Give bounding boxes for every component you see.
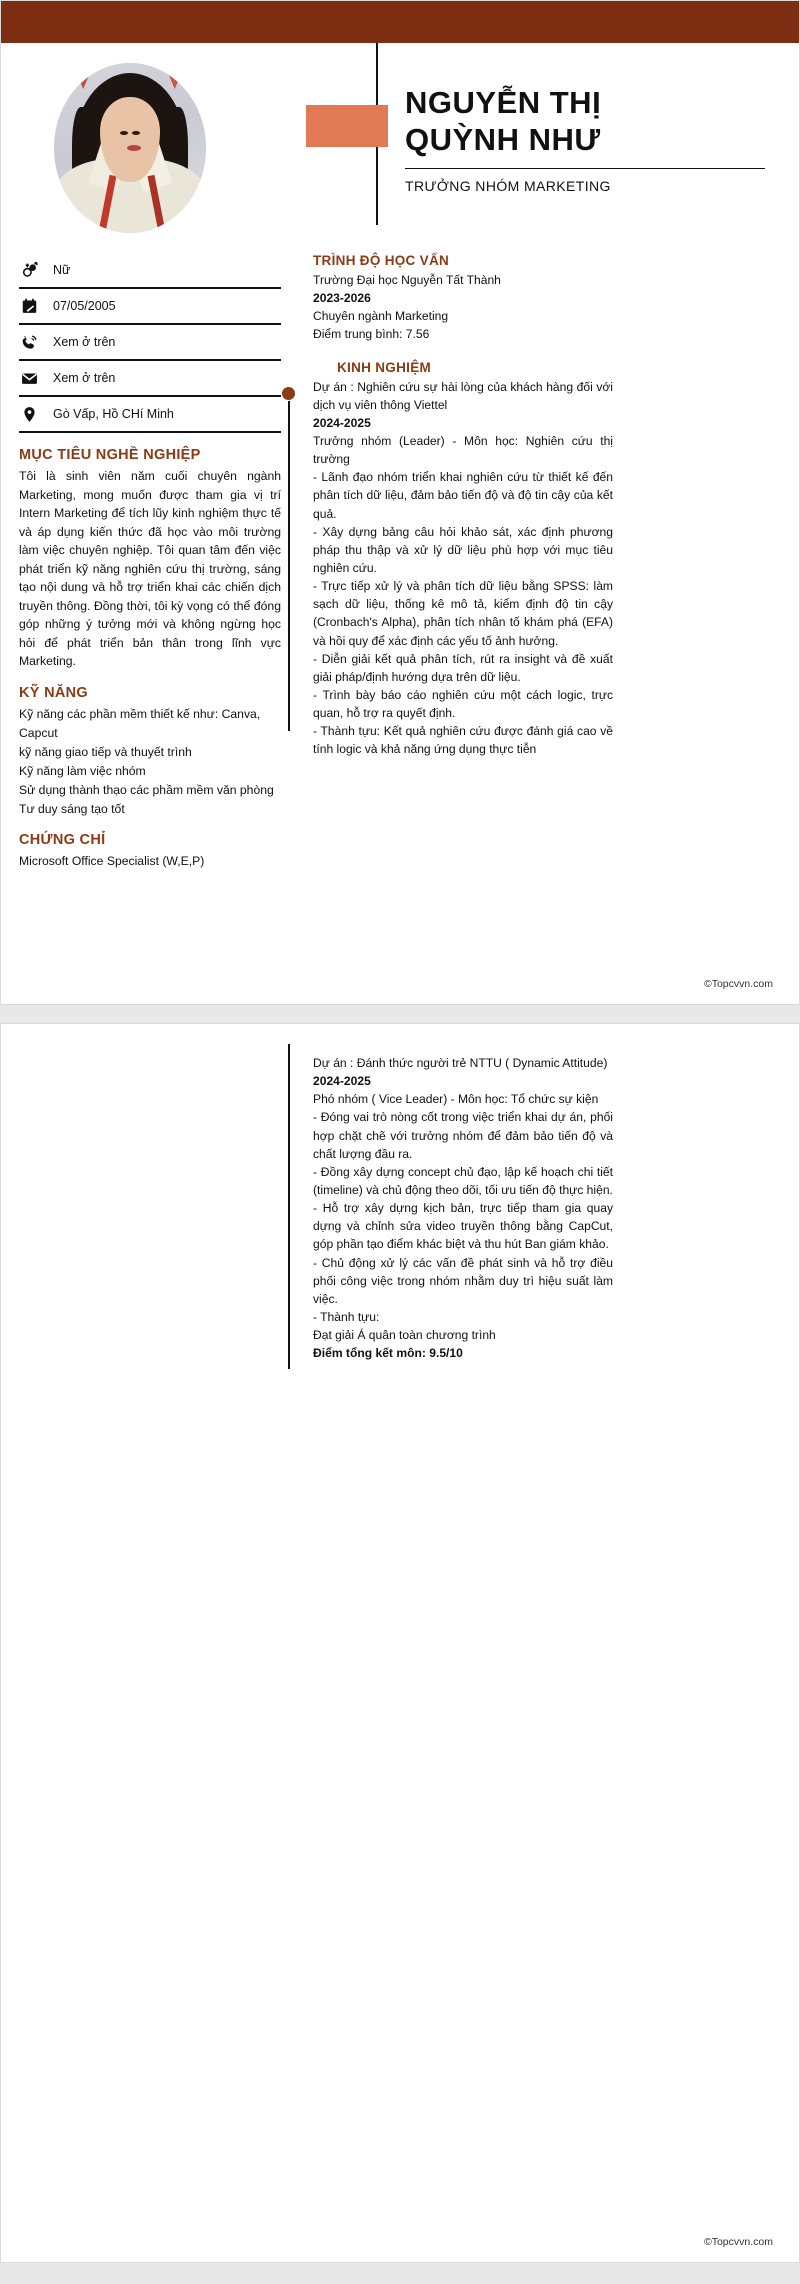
header-color-band <box>1 1 799 43</box>
experience-period: 2024-2025 <box>313 1074 371 1089</box>
job-title: TRƯỞNG NHÓM MARKETING <box>405 178 611 195</box>
experience-role: Phó nhóm ( Vice Leader) - Môn học: Tổ chức sự kiện <box>313 1092 599 1107</box>
contact-value-phone: Xem ở trên <box>53 335 116 349</box>
location-pin-icon <box>19 406 53 423</box>
cv-page-1 <box>0 0 800 1005</box>
section-title-objective: MỤC TIÊU NGHỀ NGHIỆP <box>19 447 201 463</box>
objective-text: Tôi là sinh viên năm cuối chuyên ngành Marketing, mong muốn được tham gia vị trí Intern Marketing để tích lũy kinh nghiệm thực tế và áp dụng kiến thức đã học vào môi trường làm việc chuyên nghiệp. Tôi quan tâm đến việc phát triển kỹ năng nghiên cứu thị trường, sáng tạo nội dung và hỗ trợ triển khai các chiến dịch truyền thông. Đồng thời, tôi kỳ vọng có thể đóng góp những ý tưởng mới và không ngừng học hỏi để phát triển bản thân trong lĩnh vực Marketing. <box>19 469 281 669</box>
contact-value-email: Xem ở trên <box>53 371 116 385</box>
section-title-experience: KINH NGHIỆM <box>337 359 432 375</box>
contact-row-birthdate <box>19 289 281 325</box>
candidate-name-line-2: QUỲNH NHƯ <box>405 121 601 157</box>
education-period: 2023-2026 <box>313 291 371 306</box>
experience-detail: - Đồng xây dựng concept chủ đạo, lập kế hoạch chi tiết (timeline) và chủ động theo dõi, tối ưu tiến độ thực hiện. <box>313 1164 613 1197</box>
experience-detail: - Thành tựu: <box>313 1309 380 1324</box>
certificate-item: Microsoft Office Specialist (W,E,P) <box>19 854 205 869</box>
experience-detail: - Hỗ trợ xây dựng kịch bản, trực tiếp tham gia quay dựng và chỉnh sửa video truyền thông bằng CapCut, góp phần tạo điểm khác biệt và thu hút Ban giám khảo. <box>313 1201 613 1252</box>
skill-item: Kỹ năng các phần mềm thiết kế như: Canva, Capcut <box>19 707 261 740</box>
cv-page-2 <box>0 1023 800 2263</box>
contact-value-gender: Nữ <box>53 263 71 277</box>
experience-detail: - Trình bày báo cáo nghiên cứu một cách logic, trực quan, hỗ trợ ra quyết định. <box>313 687 613 721</box>
footer-credit: ©Topcvvn.com <box>703 978 773 990</box>
section-title-skills: KỸ NĂNG <box>19 685 88 702</box>
skill-item: Sử dụng thành thạo các phầm mềm văn phòng <box>19 782 274 797</box>
right-column <box>313 253 613 759</box>
contact-row-phone <box>19 325 281 361</box>
phone-icon <box>19 334 53 351</box>
name-block <box>405 85 775 194</box>
contact-row-location <box>19 397 281 433</box>
experience-entry <box>313 378 613 759</box>
experience-period: 2024-2025 <box>313 415 371 430</box>
footer-credit: ©Topcvvn.com <box>703 2236 773 2248</box>
skill-item: kỹ năng giao tiếp và thuyết trình <box>19 744 192 759</box>
experience-timeline-dot <box>282 387 295 400</box>
accent-rectangle <box>306 105 388 147</box>
experience-project: Dự án : Nghiên cứu sự hài lòng của khách hàng đối với dịch vụ viên thông Viettel <box>313 379 613 412</box>
contact-value-location: Gò Vấp, Hồ CHí Minh <box>53 407 174 421</box>
contact-row-email <box>19 361 281 397</box>
education-gpa: Điểm trung bình: 7.56 <box>313 327 430 342</box>
right-column-page2 <box>313 1054 613 1362</box>
experience-achievement: Đạt giải Á quân toàn chương trình <box>313 1328 496 1343</box>
contact-value-birthdate: 07/05/2005 <box>53 299 116 313</box>
experience-final-score: Điểm tổng kết môn: 9.5/10 <box>313 1346 463 1361</box>
page-gap <box>0 1005 800 1023</box>
experience-role: Trưởng nhóm (Leader) - Môn học: Nghiên cứu thị trường <box>313 433 613 467</box>
skill-item: Kỹ năng làm việc nhóm <box>19 763 146 778</box>
experience-detail: - Diễn giải kết quả phân tích, rút ra insight và đề xuất giải pháp/định hướng dựa trên dữ liệu. <box>313 651 613 684</box>
section-title-certificates: CHỨNG CHỈ <box>19 832 106 849</box>
experience-detail: - Chủ động xử lý các vấn đề phát sinh và hỗ trợ điều phối công việc trong nhóm nhằm duy trì hiệu suất làm việc. <box>313 1255 613 1306</box>
left-column <box>19 253 281 871</box>
experience-timeline-line-page2 <box>288 1044 290 1369</box>
experience-detail: - Trực tiếp xử lý và phân tích dữ liệu bằng SPSS: làm sạch dữ liệu, thống kê mô tả, kiểm định độ tin cậy (Cronbach's Alpha), phân tích nhân tố khám phá (EFA) và hồi quy để xác định các yếu tố ảnh hưởng. <box>313 579 613 648</box>
experience-detail: - Đóng vai trò nòng cốt trong việc triển khai dự án, phối hợp chặt chẽ với trưởng nhóm để đảm bảo tiến độ và chất lượng đầu ra. <box>313 1110 613 1161</box>
experience-detail: - Lãnh đạo nhóm triển khai nghiên cứu từ thiết kế đến phân tích dữ liệu, đảm bảo tiến độ và độ tin cậy của kết quả. <box>313 470 613 521</box>
education-school: Trường Đại học Nguyễn Tất Thành <box>313 273 501 287</box>
experience-project: Dự án : Đánh thức người trẻ NTTU ( Dynamic Attitude) <box>313 1056 608 1070</box>
contact-row-gender <box>19 253 281 289</box>
experience-detail: - Thành tựu: Kết quả nghiên cứu được đánh giá cao về tính logic và khả năng ứng dụng thực tiễn <box>313 724 613 757</box>
education-major: Chuyên ngành Marketing <box>313 309 449 324</box>
avatar <box>54 63 206 233</box>
experience-detail: - Xây dựng bảng câu hỏi khảo sát, xác định phương pháp thu thập và xử lý dữ liệu phù hợp với mục tiêu nghiên cứu. <box>313 524 613 575</box>
section-title-education: TRÌNH ĐỘ HỌC VẤN <box>313 253 450 268</box>
calendar-icon <box>19 298 53 315</box>
experience-timeline-line <box>288 401 290 731</box>
email-icon <box>19 370 53 387</box>
experience-entry <box>313 1054 613 1362</box>
skill-item: Tư duy sáng tạo tốt <box>19 801 125 816</box>
gender-icon <box>19 262 53 279</box>
hero-section <box>1 43 799 243</box>
candidate-name-line-1: NGUYỄN THỊ <box>405 85 602 120</box>
